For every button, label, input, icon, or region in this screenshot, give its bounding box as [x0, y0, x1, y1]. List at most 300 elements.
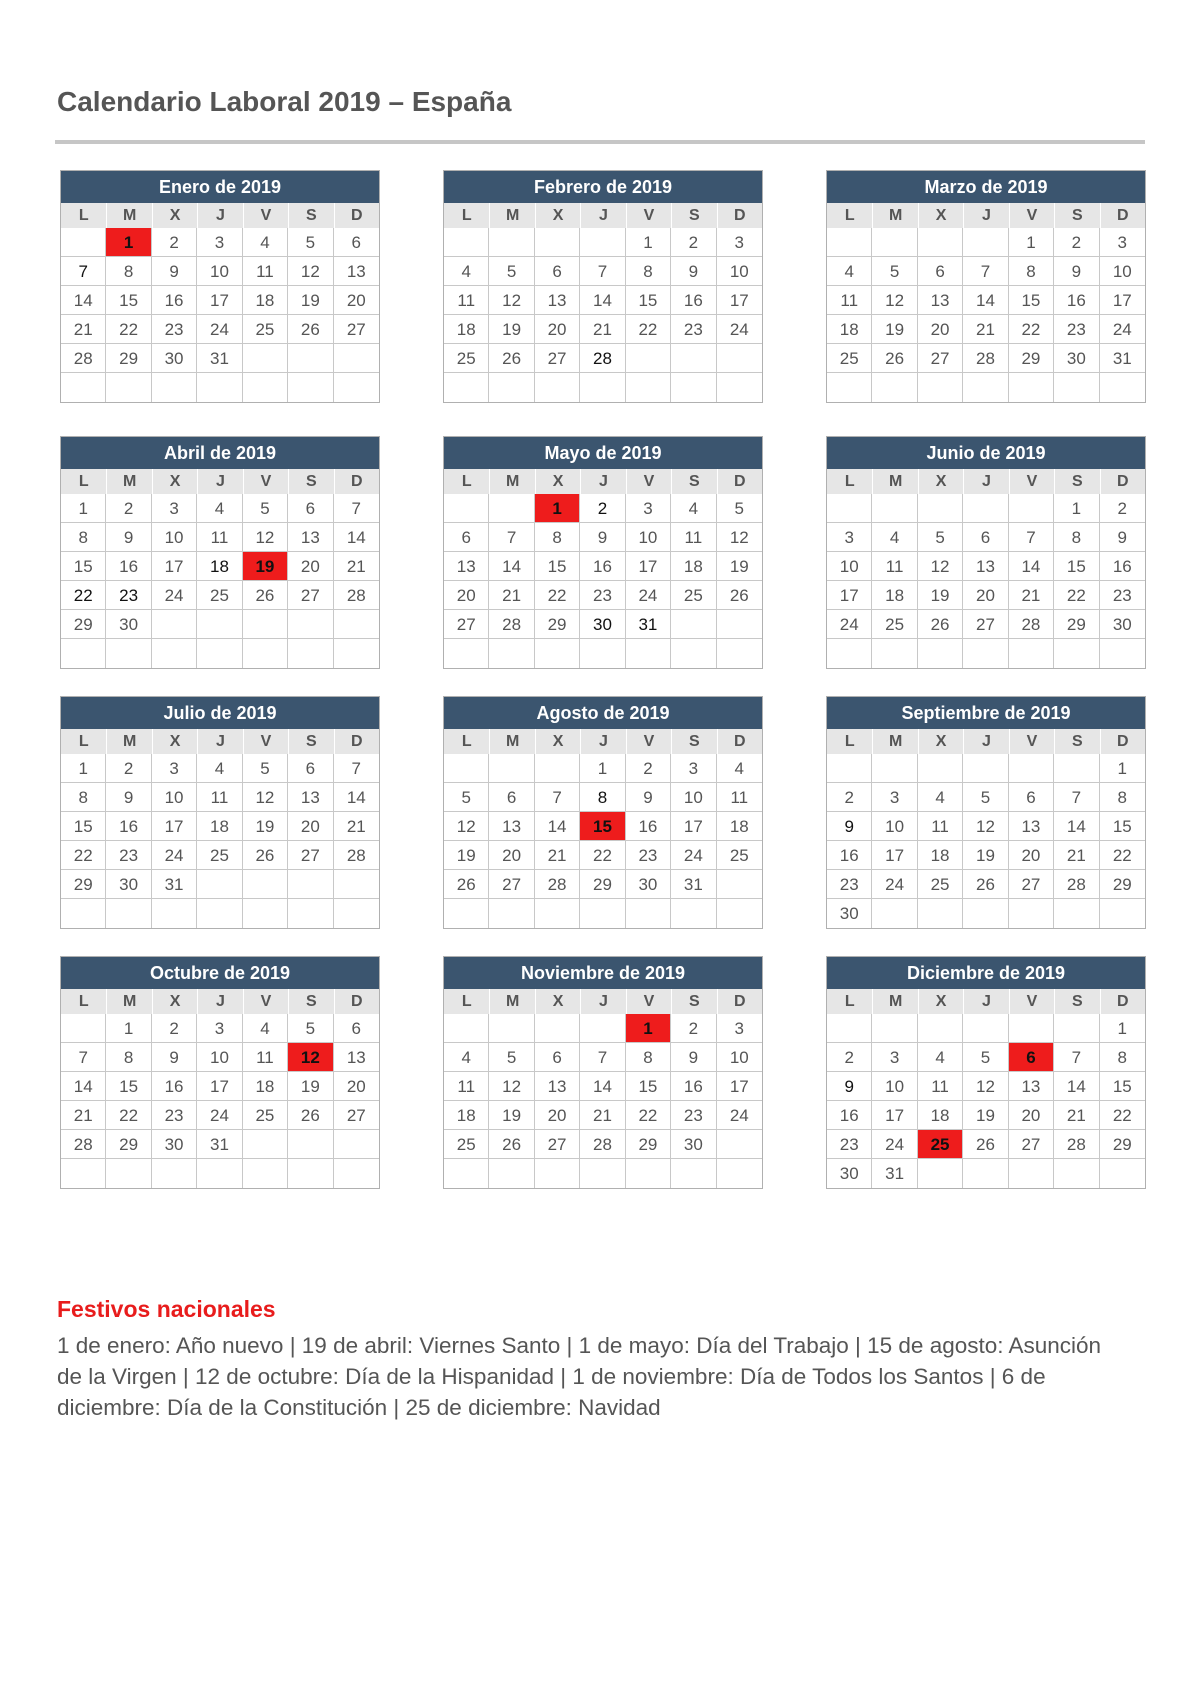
day-cell: 20 — [288, 812, 333, 841]
weekday-label: L — [461, 733, 472, 750]
empty-day-cell — [489, 1014, 534, 1043]
day-cell: 7 — [334, 754, 379, 783]
day-cell: 6 — [489, 783, 534, 812]
day-cell: 1 — [106, 1014, 151, 1043]
day-cell: 3 — [197, 228, 242, 257]
weekday-label: X — [152, 729, 197, 754]
weekday-label: J — [580, 469, 625, 494]
weekday-header — [827, 989, 1145, 1014]
weekday-label: D — [1100, 729, 1145, 754]
day-cell: 20 — [334, 286, 379, 315]
day-cell: 14 — [1054, 1072, 1099, 1101]
empty-day-cell — [1054, 754, 1099, 783]
empty-day-cell — [1054, 899, 1099, 928]
day-cell: 6 — [288, 494, 333, 523]
empty-day-cell — [288, 870, 333, 899]
weekday-label: V — [1009, 203, 1054, 228]
empty-day-cell — [918, 228, 963, 257]
month-title: Abril de 2019 — [61, 437, 379, 469]
weekday-label: X — [152, 989, 197, 1014]
day-cell: 26 — [963, 1130, 1008, 1159]
empty-day-cell — [444, 373, 489, 402]
day-cell: 1 — [61, 494, 106, 523]
day-cell: 8 — [1100, 1043, 1145, 1072]
month-title: Agosto de 2019 — [444, 697, 762, 729]
weekday-label: L — [844, 207, 855, 224]
day-cell: 13 — [1009, 812, 1054, 841]
day-cell: 16 — [106, 552, 151, 581]
day-cell: 11 — [243, 257, 288, 286]
weekday-label: V — [243, 469, 288, 494]
weekday-label: M — [872, 729, 917, 754]
day-cell: 29 — [1009, 344, 1054, 373]
day-cell: 15 — [626, 286, 671, 315]
day-cell: 3 — [671, 754, 716, 783]
weekday-label: M — [106, 203, 151, 228]
empty-day-cell — [489, 228, 534, 257]
weekday-label: X — [535, 989, 580, 1014]
day-cell: 27 — [1009, 870, 1054, 899]
day-cell: 12 — [918, 552, 963, 581]
day-cell: 9 — [152, 257, 197, 286]
weekday-label: X — [152, 469, 197, 494]
festivos-heading: Festivos nacionales — [57, 1296, 276, 1322]
day-cell: 26 — [288, 1101, 333, 1130]
day-cell: 27 — [334, 1101, 379, 1130]
day-cell: 8 — [106, 1043, 151, 1072]
month-calendar — [60, 436, 380, 669]
day-cell: 9 — [1100, 523, 1145, 552]
weekday-label: X — [918, 469, 963, 494]
day-cell: 1 — [61, 754, 106, 783]
day-cell: 16 — [1100, 552, 1145, 581]
day-cell: 11 — [918, 1072, 963, 1101]
day-cell: 11 — [918, 812, 963, 841]
empty-day-cell — [535, 228, 580, 257]
month-title: Septiembre de 2019 — [827, 697, 1145, 729]
day-cell: 20 — [535, 1101, 580, 1130]
day-cell: 22 — [106, 1101, 151, 1130]
day-cell: 17 — [872, 1101, 917, 1130]
day-cell: 5 — [243, 754, 288, 783]
day-cell: 4 — [827, 257, 872, 286]
day-cell: 4 — [872, 523, 917, 552]
day-cell: 12 — [288, 257, 333, 286]
day-cell: 10 — [671, 783, 716, 812]
day-cell: 2 — [152, 1014, 197, 1043]
day-cell: 3 — [717, 1014, 762, 1043]
empty-day-cell — [535, 639, 580, 668]
empty-day-cell — [671, 899, 716, 928]
day-cell: 11 — [197, 523, 242, 552]
weekday-label: J — [963, 469, 1008, 494]
weekday-label: L — [844, 993, 855, 1010]
empty-day-cell — [717, 870, 762, 899]
day-cell: 13 — [288, 523, 333, 552]
day-cell: 10 — [872, 812, 917, 841]
month-title: Mayo de 2019 — [444, 437, 762, 469]
day-cell: 29 — [106, 344, 151, 373]
day-cell: 25 — [444, 344, 489, 373]
day-cell: 14 — [1054, 812, 1099, 841]
empty-day-cell — [918, 754, 963, 783]
empty-day-cell — [963, 639, 1008, 668]
day-cell: 4 — [444, 257, 489, 286]
day-grid — [444, 228, 762, 402]
month-title: Junio de 2019 — [827, 437, 1145, 469]
day-cell: 8 — [106, 257, 151, 286]
day-cell: 29 — [1100, 870, 1145, 899]
weekday-label: D — [334, 729, 379, 754]
day-cell: 24 — [152, 841, 197, 870]
day-cell: 2 — [1054, 228, 1099, 257]
month-calendar — [60, 170, 380, 403]
day-cell: 5 — [288, 228, 333, 257]
empty-day-cell — [1009, 494, 1054, 523]
day-cell: 11 — [872, 552, 917, 581]
day-cell: 10 — [152, 523, 197, 552]
empty-day-cell — [489, 494, 534, 523]
day-cell: 19 — [288, 1072, 333, 1101]
day-cell: 4 — [671, 494, 716, 523]
month-calendar — [443, 956, 763, 1189]
empty-day-cell — [535, 754, 580, 783]
empty-day-cell — [288, 899, 333, 928]
empty-day-cell — [671, 610, 716, 639]
day-cell: 14 — [1009, 552, 1054, 581]
day-cell: 3 — [626, 494, 671, 523]
empty-day-cell — [580, 899, 625, 928]
day-cell: 29 — [1100, 1130, 1145, 1159]
weekday-label: X — [918, 729, 963, 754]
day-cell: 24 — [717, 1101, 762, 1130]
day-cell: 1 — [1100, 1014, 1145, 1043]
day-cell: 5 — [288, 1014, 333, 1043]
day-cell: 22 — [1100, 841, 1145, 870]
month-calendar — [443, 436, 763, 669]
empty-day-cell — [243, 870, 288, 899]
day-cell: 25 — [671, 581, 716, 610]
day-cell: 13 — [334, 257, 379, 286]
empty-day-cell — [61, 1014, 106, 1043]
weekday-label: J — [963, 729, 1008, 754]
month-calendar — [443, 170, 763, 403]
day-cell: 12 — [963, 1072, 1008, 1101]
day-cell: 21 — [580, 1101, 625, 1130]
day-cell: 6 — [963, 523, 1008, 552]
day-cell: 4 — [918, 1043, 963, 1072]
day-cell: 21 — [489, 581, 534, 610]
day-grid — [61, 494, 379, 668]
empty-day-cell — [963, 494, 1008, 523]
day-cell: 20 — [444, 581, 489, 610]
day-cell: 22 — [626, 1101, 671, 1130]
empty-day-cell — [444, 1159, 489, 1188]
empty-day-cell — [334, 344, 379, 373]
day-cell: 2 — [106, 494, 151, 523]
day-cell: 24 — [872, 1130, 917, 1159]
day-cell: 12 — [717, 523, 762, 552]
empty-day-cell — [334, 610, 379, 639]
month-calendar — [826, 956, 1146, 1189]
day-cell: 30 — [1054, 344, 1099, 373]
day-cell: 9 — [827, 812, 872, 841]
empty-day-cell — [918, 1014, 963, 1043]
day-cell: 9 — [106, 783, 151, 812]
weekday-label: D — [717, 989, 762, 1014]
month-title: Octubre de 2019 — [61, 957, 379, 989]
empty-day-cell — [717, 899, 762, 928]
day-cell: 20 — [1009, 1101, 1054, 1130]
day-cell: 15 — [1054, 552, 1099, 581]
day-cell: 16 — [152, 1072, 197, 1101]
empty-day-cell — [872, 1014, 917, 1043]
day-cell: 18 — [197, 812, 242, 841]
weekday-label: L — [78, 473, 89, 490]
day-cell: 29 — [1054, 610, 1099, 639]
month-title: Enero de 2019 — [61, 171, 379, 203]
day-cell: 30 — [827, 899, 872, 928]
holiday-day-cell: 1 — [106, 228, 151, 257]
day-cell: 21 — [61, 1101, 106, 1130]
weekday-label: V — [626, 989, 671, 1014]
empty-day-cell — [61, 373, 106, 402]
day-cell: 10 — [827, 552, 872, 581]
empty-day-cell — [489, 1159, 534, 1188]
empty-day-cell — [243, 373, 288, 402]
empty-day-cell — [288, 1159, 333, 1188]
day-cell: 5 — [243, 494, 288, 523]
holiday-day-cell: 19 — [243, 552, 288, 581]
day-cell: 15 — [61, 552, 106, 581]
day-cell: 12 — [243, 783, 288, 812]
day-cell: 15 — [535, 552, 580, 581]
weekday-label: M — [872, 989, 917, 1014]
weekday-label: V — [626, 469, 671, 494]
empty-day-cell — [444, 494, 489, 523]
weekday-label: D — [717, 469, 762, 494]
weekday-label: J — [963, 203, 1008, 228]
empty-day-cell — [106, 1159, 151, 1188]
day-cell: 19 — [243, 812, 288, 841]
day-cell: 10 — [872, 1072, 917, 1101]
day-cell: 5 — [872, 257, 917, 286]
weekday-header — [444, 989, 762, 1014]
day-cell: 2 — [106, 754, 151, 783]
day-cell: 24 — [1100, 315, 1145, 344]
empty-day-cell — [243, 610, 288, 639]
weekday-label: D — [334, 203, 379, 228]
day-cell: 27 — [288, 581, 333, 610]
month-calendar — [826, 436, 1146, 669]
day-cell: 14 — [61, 286, 106, 315]
day-cell: 28 — [1054, 870, 1099, 899]
day-grid — [61, 754, 379, 928]
day-cell: 24 — [717, 315, 762, 344]
day-cell: 23 — [827, 870, 872, 899]
empty-day-cell — [671, 639, 716, 668]
day-cell: 10 — [717, 1043, 762, 1072]
empty-day-cell — [918, 899, 963, 928]
weekday-label: X — [918, 203, 963, 228]
day-cell: 21 — [61, 315, 106, 344]
day-cell: 7 — [489, 523, 534, 552]
day-cell: 17 — [152, 552, 197, 581]
day-cell: 9 — [152, 1043, 197, 1072]
weekday-label: M — [489, 469, 534, 494]
day-cell: 10 — [717, 257, 762, 286]
day-cell: 9 — [671, 257, 716, 286]
day-cell: 30 — [152, 1130, 197, 1159]
day-cell: 11 — [243, 1043, 288, 1072]
weekday-label: M — [872, 469, 917, 494]
day-cell: 30 — [106, 870, 151, 899]
empty-day-cell — [580, 228, 625, 257]
empty-day-cell — [1100, 1159, 1145, 1188]
day-cell: 7 — [61, 257, 106, 286]
empty-day-cell — [1100, 373, 1145, 402]
weekday-label: J — [197, 989, 242, 1014]
day-cell: 10 — [152, 783, 197, 812]
day-cell: 1 — [1100, 754, 1145, 783]
day-cell: 21 — [580, 315, 625, 344]
empty-day-cell — [197, 610, 242, 639]
empty-day-cell — [334, 899, 379, 928]
day-cell: 4 — [444, 1043, 489, 1072]
day-cell: 14 — [963, 286, 1008, 315]
day-cell: 28 — [61, 1130, 106, 1159]
weekday-label: D — [717, 729, 762, 754]
empty-day-cell — [61, 228, 106, 257]
weekday-label: X — [152, 203, 197, 228]
empty-day-cell — [444, 228, 489, 257]
day-grid — [444, 494, 762, 668]
weekday-label: J — [963, 989, 1008, 1014]
weekday-header — [61, 989, 379, 1014]
empty-day-cell — [717, 639, 762, 668]
day-cell: 13 — [918, 286, 963, 315]
day-cell: 28 — [580, 344, 625, 373]
day-grid — [444, 754, 762, 928]
day-cell: 10 — [197, 257, 242, 286]
empty-day-cell — [717, 1130, 762, 1159]
day-cell: 25 — [243, 315, 288, 344]
month-title: Marzo de 2019 — [827, 171, 1145, 203]
day-cell: 23 — [580, 581, 625, 610]
day-cell: 18 — [827, 315, 872, 344]
day-cell: 7 — [1009, 523, 1054, 552]
page-title: Calendario Laboral 2019 – España — [57, 86, 512, 117]
day-cell: 20 — [334, 1072, 379, 1101]
day-cell: 6 — [444, 523, 489, 552]
day-cell: 20 — [489, 841, 534, 870]
day-cell: 11 — [444, 1072, 489, 1101]
day-cell: 30 — [1100, 610, 1145, 639]
day-cell: 1 — [580, 754, 625, 783]
day-grid — [827, 228, 1145, 402]
day-cell: 6 — [918, 257, 963, 286]
weekday-label: J — [197, 469, 242, 494]
title-divider — [55, 140, 1145, 144]
day-cell: 3 — [197, 1014, 242, 1043]
day-cell: 21 — [1054, 1101, 1099, 1130]
empty-day-cell — [671, 344, 716, 373]
day-cell: 3 — [827, 523, 872, 552]
day-cell: 12 — [243, 523, 288, 552]
weekday-label: V — [1009, 729, 1054, 754]
empty-day-cell — [580, 1159, 625, 1188]
weekday-header — [827, 469, 1145, 494]
day-cell: 5 — [918, 523, 963, 552]
weekday-header — [827, 729, 1145, 754]
day-cell: 23 — [671, 315, 716, 344]
empty-day-cell — [671, 373, 716, 402]
weekday-label: D — [717, 203, 762, 228]
day-cell: 24 — [152, 581, 197, 610]
day-cell: 28 — [1054, 1130, 1099, 1159]
weekday-label: D — [1100, 989, 1145, 1014]
day-cell: 9 — [580, 523, 625, 552]
day-cell: 17 — [827, 581, 872, 610]
day-cell: 14 — [580, 286, 625, 315]
day-cell: 13 — [963, 552, 1008, 581]
holiday-day-cell: 12 — [288, 1043, 333, 1072]
day-cell: 16 — [671, 286, 716, 315]
day-cell: 21 — [1009, 581, 1054, 610]
day-cell: 15 — [626, 1072, 671, 1101]
day-cell: 2 — [626, 754, 671, 783]
day-cell: 4 — [243, 228, 288, 257]
empty-day-cell — [489, 899, 534, 928]
day-cell: 2 — [152, 228, 197, 257]
day-cell: 19 — [489, 315, 534, 344]
day-cell: 19 — [963, 1101, 1008, 1130]
empty-day-cell — [827, 494, 872, 523]
day-cell: 22 — [1100, 1101, 1145, 1130]
empty-day-cell — [61, 639, 106, 668]
weekday-label: L — [461, 993, 472, 1010]
day-cell: 26 — [243, 841, 288, 870]
day-cell: 22 — [626, 315, 671, 344]
day-cell: 17 — [197, 1072, 242, 1101]
empty-day-cell — [918, 1159, 963, 1188]
empty-day-cell — [827, 639, 872, 668]
day-cell: 8 — [580, 783, 625, 812]
day-cell: 12 — [444, 812, 489, 841]
day-cell: 4 — [197, 754, 242, 783]
day-cell: 26 — [288, 315, 333, 344]
day-cell: 5 — [963, 1043, 1008, 1072]
empty-day-cell — [106, 899, 151, 928]
weekday-label: X — [535, 203, 580, 228]
day-cell: 11 — [197, 783, 242, 812]
weekday-label: M — [489, 203, 534, 228]
weekday-label: L — [461, 473, 472, 490]
holiday-day-cell: 1 — [535, 494, 580, 523]
day-cell: 1 — [1009, 228, 1054, 257]
weekday-label: S — [1054, 203, 1099, 228]
day-cell: 7 — [61, 1043, 106, 1072]
empty-day-cell — [489, 639, 534, 668]
day-cell: 22 — [61, 581, 106, 610]
day-cell: 14 — [61, 1072, 106, 1101]
day-cell: 9 — [671, 1043, 716, 1072]
empty-day-cell — [827, 754, 872, 783]
empty-day-cell — [1054, 1159, 1099, 1188]
day-cell: 3 — [152, 494, 197, 523]
day-cell: 17 — [626, 552, 671, 581]
weekday-label: M — [106, 729, 151, 754]
